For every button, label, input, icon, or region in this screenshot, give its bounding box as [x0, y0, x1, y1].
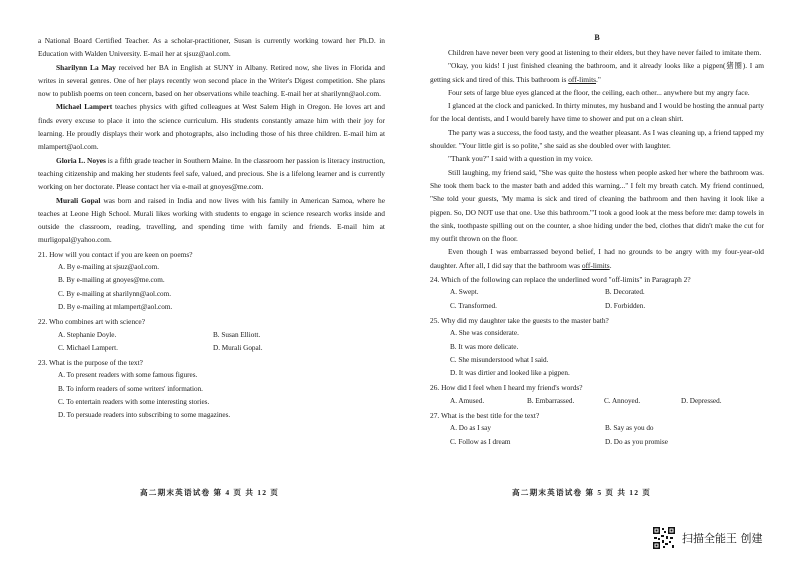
punctuation: .: [609, 260, 612, 270]
story-paragraph: Four sets of large blue eyes glanced at the floor, the ceiling, each other... anywhere but my angry face.: [448, 87, 750, 97]
option-a: A. She was considerate.: [450, 329, 519, 338]
bio-paragraph: [38, 100, 385, 153]
options-grid: [58, 329, 385, 356]
option-b: B. Say as you do: [605, 424, 654, 433]
bio-text: teaches physics with gifted colleagues at West Salem High in Oregon. He loves art and finds every excuse to place it into the science curriculum. His students constantly amaze him with their joy for learning. He proudly displays their work and photographs, also including those of his three children. E-mail him at mlampert@aol.com.: [38, 102, 385, 152]
options-grid: [450, 395, 764, 408]
option-c: C. By e-mailing at sharilynn@aol.com.: [58, 289, 172, 298]
bio-name: Michael Lampert: [56, 102, 113, 112]
watermark-text: 扫描全能王 创建: [682, 532, 763, 545]
underlined-phrase: off-limits: [581, 260, 610, 270]
bio-text: is a fifth grade teacher in Southern Maine. In the classroom her passion is literacy instruction, teaching citizenship and making her students feel safe, valued, and precious. She is a lifelong learner and is currently working on her doctorate. Please contact her via e-mail at gnoyes@me.com.: [38, 155, 385, 192]
bio-text: received her BA in English at SUNY in Albany. Retired now, she lives in Florida and writes in several genres. One of her plays recently won second place in the Writer's Digest competition. She plans now to publish poems on teen concern, based on her observations while teaching. E-mail her at sharilynn@aol.com.: [38, 62, 385, 99]
question-22: [38, 315, 385, 355]
option-b: B. Decorated.: [605, 288, 645, 297]
option-b: B. It was more delicate.: [450, 342, 519, 351]
question-stem: 21. How will you contact if you are keen on poems?: [38, 249, 193, 259]
bio-paragraph: [38, 194, 385, 247]
question-stem: 26. How did I feel when I heard my friend's words?: [430, 383, 583, 393]
intro-paragraph: a National Board Certified Teacher. As a scholar-practitioner, Susan is currently working toward her Ph.D. in Education with Walden University. E-mail her at sjsuz@aol.com.: [38, 36, 385, 59]
options-grid: [450, 286, 764, 313]
option-d: D. It was dirtier and looked like a pigpen.: [450, 369, 570, 378]
question-stem: 23. What is the purpose of the text?: [38, 358, 143, 368]
qr-code-icon: [652, 526, 676, 550]
option-a: A. Amused.: [450, 396, 485, 405]
page-footer-right: 高二期末英语试卷 第 5 页 共 12 页: [512, 488, 652, 497]
option-a: A. Swept.: [450, 288, 479, 297]
bio-name: Murali Gopal: [56, 195, 101, 205]
story-paragraph: Still laughing, my friend said, "She was quite the hostess when people asked her where the bathroom was. She took them back to the master bath and added this warning..." I felt my breath catch. My friend continued, "She told your guests, 'My mama is sick and tired of cleaning the bathroom and then having it look like a pigpen. So, DO NOT use that one. Use this bathroom.'"I took a good look at the mess before me: damp towels in the sink, toothpaste spilling out on the counter, a shoe hiding under the bed, clothes that didn't make the cut for my outfit thrown on the floor.: [430, 167, 764, 244]
bio-text: was born and raised in India and now lives with his family in American Samoa, where he teaches at Leone High School. Murali likes working with students to engage in science research works inside and outside the classroom, reading, travelling, and spending time with family and friends. E-mail him at murligopal@yahoo.com.: [38, 195, 385, 245]
question-21: [38, 248, 385, 314]
option-a: A. Do as I say: [450, 424, 491, 433]
story-paragraph: Children have never been very good at listening to their elders, but they have never failed to imitate them.: [448, 48, 762, 57]
option-c: C. Transformed.: [450, 301, 497, 310]
punctuation: .": [596, 74, 601, 84]
option-c: C. Follow as I dream: [450, 437, 511, 446]
bio-paragraph: [38, 61, 385, 101]
option-b: B. Susan Elliott.: [213, 330, 261, 339]
question-27: [430, 409, 764, 449]
question-stem: 24. Which of the following can replace the underlined word "off-limits" in Paragraph 2?: [430, 275, 691, 285]
option-a: A. By e-mailing at sjsuz@aol.com.: [58, 263, 160, 272]
option-c: C. Michael Lampert.: [58, 343, 118, 352]
options-grid: [450, 422, 764, 449]
option-a: A. Stephanie Doyle.: [58, 330, 117, 339]
question-stem: 25. Why did my daughter take the guests to the master bath?: [430, 315, 609, 325]
bio-paragraph: [38, 154, 385, 194]
option-a: A. To present readers with some famous figures.: [58, 371, 198, 380]
option-d: D. Forbidden.: [605, 301, 646, 310]
option-b: B. Embarrassed.: [527, 396, 575, 405]
question-25: [430, 314, 764, 380]
story-paragraph: "Thank you?" I said with a question in my voice.: [448, 154, 593, 164]
story-paragraph: [430, 59, 764, 86]
option-b: B. By e-mailing at gnoyes@me.com.: [58, 276, 165, 285]
bio-name: Sharilynn La May: [56, 62, 116, 72]
option-d: D. Do as you promise: [605, 437, 668, 446]
right-page: [397, 0, 794, 561]
story-paragraph: I glanced at the clock and panicked. In thirty minutes, my husband and I would be hosting the annual party for the local dentists, and I would barely have time to shower and put on a clean shirt.: [430, 101, 764, 124]
option-b: B. To inform readers of some writers' information.: [58, 384, 203, 393]
section-title: B: [594, 33, 600, 42]
option-c: C. She misunderstood what I said.: [450, 355, 549, 364]
question-24: [430, 273, 764, 313]
question-23: [38, 356, 385, 422]
story-text: "Okay, you kids! I just finished cleaning the bathroom, and it already looks like a pigpen(猪圈). I am getting sick and tired of this. This bathroom is: [430, 61, 764, 84]
option-d: D. Depressed.: [681, 396, 722, 405]
scanner-watermark: [652, 526, 763, 550]
option-d: D. Murali Gopal.: [213, 343, 263, 352]
option-c: C. To entertain readers with some interesting stories.: [58, 398, 210, 407]
story-paragraph: The party was a success, the food tasty, and the weather pleasant. As I was cleaning up, a friend tapped my shoulder. "Your little girl is so polite," she said as she doubled over with laughter.: [430, 127, 764, 151]
bio-name: Gloria L. Noyes: [56, 155, 106, 165]
option-d: D. To persuade readers into subscribing to some magazines.: [58, 411, 231, 420]
option-c: C. Annoyed.: [604, 396, 641, 405]
question-stem: 22. Who combines art with science?: [38, 317, 145, 327]
underlined-phrase: off-limits: [568, 74, 597, 84]
question-26: [430, 381, 764, 408]
page-footer-left: 高二期末英语试卷 第 4 页 共 12 页: [140, 488, 280, 497]
option-d: D. By e-mailing at mlampert@aol.com.: [58, 302, 173, 311]
story-text: Even though I was embarrassed beyond belief, I had no grounds to be angry with my four-year-old daughter. After all, I did say that the bathroom was: [430, 247, 764, 270]
story-paragraph: [430, 245, 764, 272]
question-stem: 27. What is the best title for the text?: [430, 411, 540, 421]
